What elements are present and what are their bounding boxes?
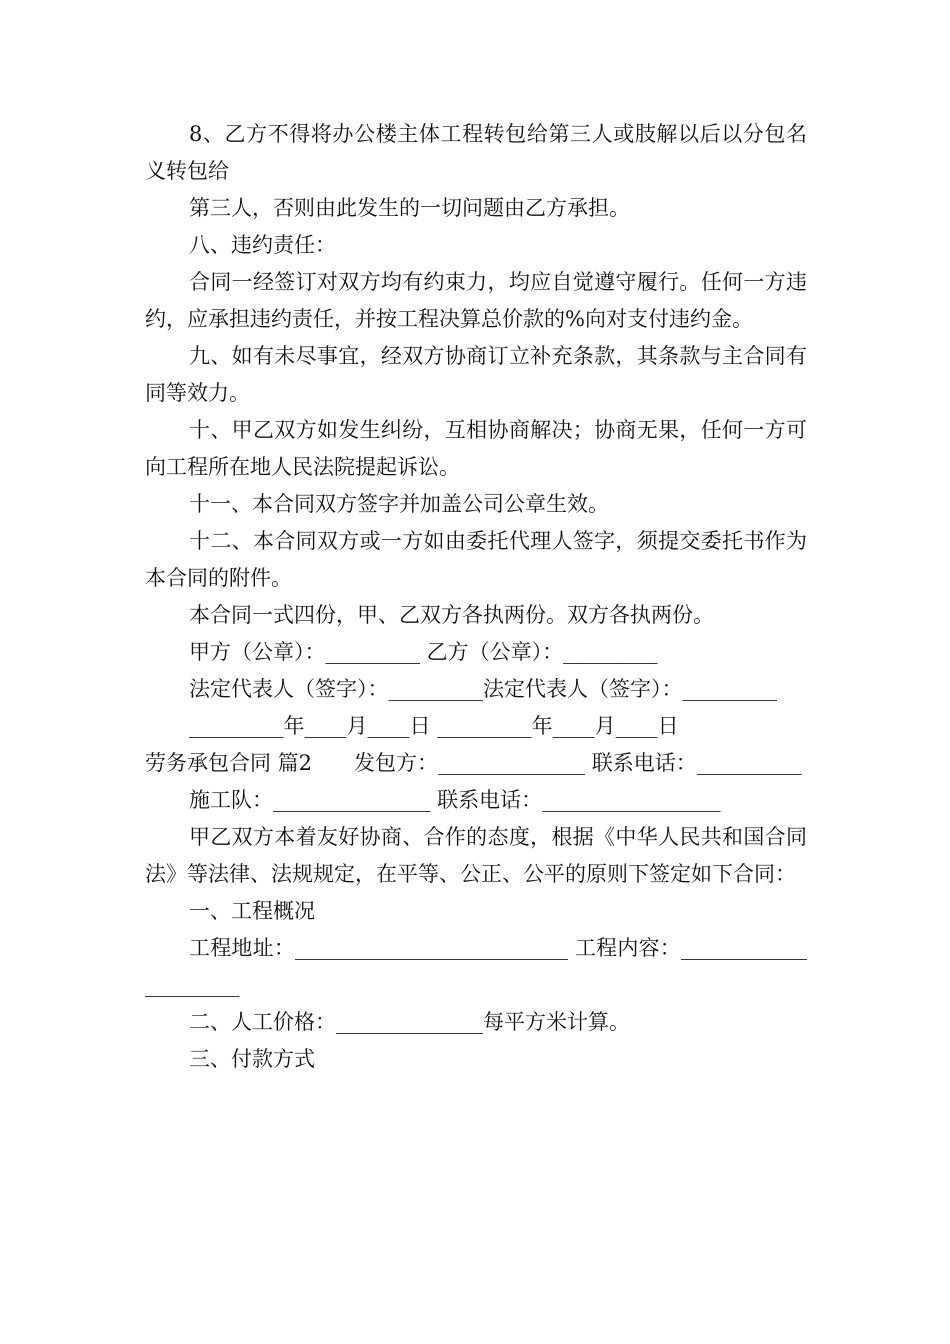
construction-team-line: 施工队：_______________ 联系电话：_________________ (189, 788, 721, 812)
signature-representative-line: 法定代表人（签字）：_________法定代表人（签字）：_________ (189, 677, 777, 701)
document-page (145, 116, 807, 1078)
paragraph-clause-12: 十二、本合同双方或一方如由委托代理人签字，须提交委托书作为本合同的附件。 (145, 529, 807, 590)
paragraph-clause-8: 8、乙方不得将办公楼主体工程转包给第三人或肢解以后以分包名义转包给 (145, 122, 807, 183)
project-address-line: 工程地址：__________________________ 工程内容：_____________________ (145, 936, 807, 997)
signature-seal-line: 甲方（公章）：_________ 乙方（公章）：_________ (189, 640, 658, 664)
labor-price-line: 二、人工价格：______________每平方米计算。 (189, 1010, 630, 1034)
paragraph-preamble: 甲乙双方本着友好协商、合作的态度，根据《中华人民共和国合同法》等法律、法规规定，在平等、公正、公平的原则下签定如下合同： (145, 825, 807, 886)
paragraph-clause-9: 九、如有未尽事宜，经双方协商订立补充条款，其条款与主合同有同等效力。 (145, 344, 807, 405)
signature-date-line: _________年____月____日 _________年____月____日 (189, 714, 679, 738)
contract-2-header: 劳务承包合同 篇2 发包方：______________ 联系电话：__________ (145, 751, 802, 775)
paragraph-clause-11: 十一、本合同双方签字并加盖公司公章生效。 (189, 492, 609, 516)
heading-breach-liability: 八、违约责任： (189, 233, 336, 257)
heading-payment-method: 三、付款方式 (189, 1047, 315, 1071)
paragraph-copies: 本合同一式四份，甲、乙双方各执两份。双方各执两份。 (189, 603, 714, 627)
paragraph-clause-8-cont: 第三人，否则由此发生的一切问题由乙方承担。 (189, 196, 630, 220)
heading-project-overview: 一、工程概况 (189, 899, 315, 923)
paragraph-clause-10: 十、甲乙双方如发生纠纷，互相协商解决；协商无果，任何一方可向工程所在地人民法院提起诉讼。 (145, 418, 807, 479)
paragraph-breach-detail: 合同一经签订对双方均有约束力，均应自觉遵守履行。任何一方违约，应承担违约责任，并按工程决算总价款的%向对支付违约金。 (145, 270, 807, 331)
